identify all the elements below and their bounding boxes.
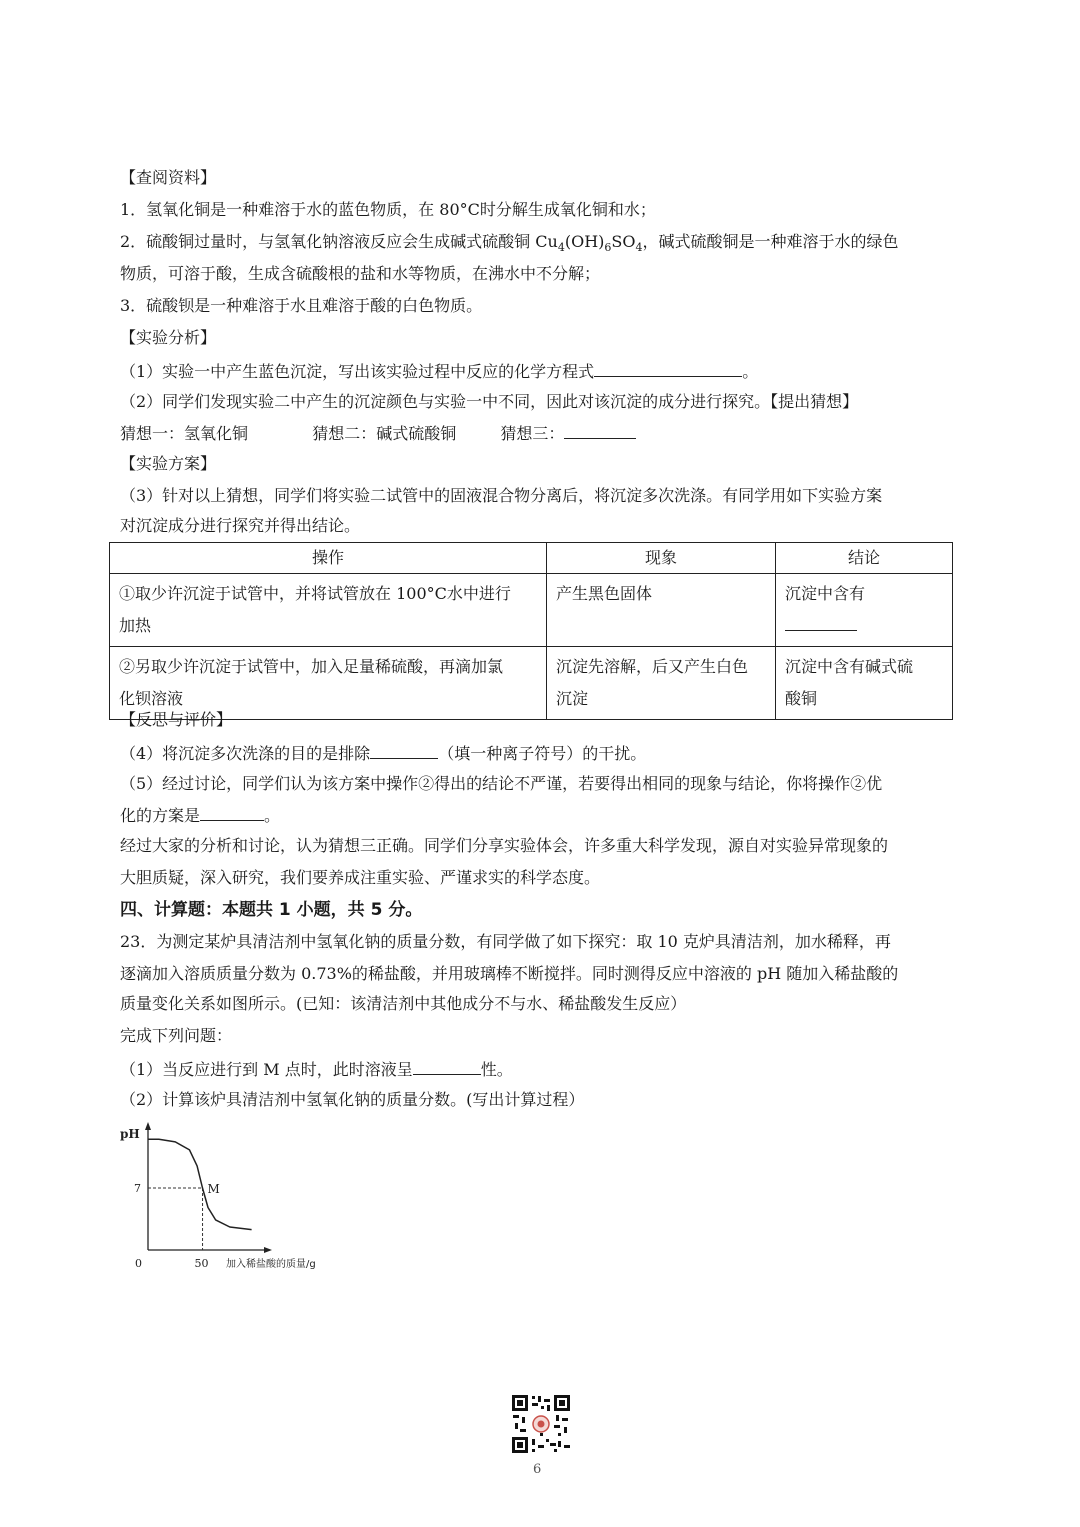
table-cell-operation (110, 574, 547, 647)
part-1-text-b: 性。 (480, 1060, 513, 1079)
section-reflection-title: 【反思与评价】 (120, 710, 233, 729)
y-tick-label: 7 (134, 1182, 141, 1195)
subscript: 4 (635, 241, 643, 255)
section-plan-title: 【实验方案】 (120, 454, 217, 473)
question-23-part2: （2）计算该炉具清洁剂中氢氧化钠的质量分数。(写出计算过程） (120, 1090, 585, 1109)
question-1-text: （1）实验一中产生蓝色沉淀，写出该实验过程中反应的化学方程式 (120, 362, 595, 381)
section-analysis-title: 【实验分析】 (120, 328, 217, 347)
ph-curve (148, 1139, 252, 1229)
cell-line: 沉淀中含有 (785, 584, 866, 603)
cell-line: 化钡溶液 (119, 689, 184, 708)
guess-1: 猜想一：氢氧化铜 (120, 424, 249, 443)
y-axis-arrow (145, 1122, 151, 1130)
table-header-operation: 操作 (110, 543, 547, 574)
reference-2-text-b: (OH) (564, 232, 605, 251)
point-label-m: M (207, 1182, 220, 1196)
reference-3: 3．硫酸钡是一种难溶于水且难溶于酸的白色物质。 (120, 296, 483, 315)
section-references-title: 【查阅资料】 (120, 168, 217, 187)
answer-blank-ion[interactable] (370, 740, 438, 759)
x-axis-arrow (264, 1247, 272, 1253)
answer-blank-plan[interactable] (200, 802, 264, 821)
ph-chart (118, 1118, 338, 1278)
table-cell-conclusion (776, 647, 953, 720)
reference-2-text-a: 2．硫酸铜过量时，与氢氧化钠溶液反应会生成碱式硫酸铜 Cu (120, 232, 558, 251)
cell-line: ①取少许沉淀于试管中，并将试管放在 100°C水中进行 (119, 584, 511, 603)
guesses-row (120, 420, 636, 446)
answer-blank-nature[interactable] (413, 1056, 481, 1075)
guess-3: 猜想三： (500, 424, 565, 443)
question-5-line2 (120, 802, 280, 828)
question-23-prompt: 完成下列问题： (120, 1026, 233, 1045)
cell-line: 沉淀中含有碱式硫 (785, 657, 914, 676)
answer-blank-precipitate[interactable] (785, 612, 857, 631)
table-header-phenomenon: 现象 (547, 543, 776, 574)
question-4-text-a: （4）将沉淀多次洗涤的目的是排除 (120, 744, 371, 763)
reference-2-text-c: SO (611, 232, 636, 251)
part-1-text-a: （1）当反应进行到 M 点时，此时溶液呈 (120, 1060, 413, 1079)
x-tick-label: 50 (194, 1257, 209, 1270)
question-1 (120, 358, 758, 384)
question-4 (120, 740, 646, 766)
answer-blank-guess3[interactable] (564, 420, 636, 439)
table-cell-conclusion (776, 574, 953, 647)
question-23-line2: 逐滴加入溶质质量分数为 0.73%的稀盐酸，并用玻璃棒不断搅拌。同时测得反应中溶液的 pH 随加入稀盐酸的 (120, 964, 899, 983)
cell-line: 沉淀先溶解，后又产生白色 (556, 657, 749, 676)
qr-code-icon (510, 1393, 572, 1455)
experiment-table (109, 542, 953, 720)
cell-line: 沉淀 (556, 689, 589, 708)
table-row (110, 647, 953, 720)
table-header-row (110, 543, 953, 574)
question-23-line3: 质量变化关系如图所示。(已知：该清洁剂中其他成分不与水、稀盐酸发生反应） (120, 994, 687, 1013)
question-5-line1: （5）经过讨论，同学们认为该方案中操作②得出的结论不严谨，若要得出相同的现象与结论，你将操作②优 (120, 774, 883, 793)
reference-2-line1 (120, 230, 898, 260)
table-row (110, 574, 953, 647)
cell-line: 产生黑色固体 (556, 584, 653, 603)
reference-2-text-d: ，碱式硫酸铜是一种难溶于水的绿色 (642, 232, 899, 251)
question-3-line1: （3）针对以上猜想，同学们将实验二试管中的固液混合物分离后，将沉淀多次洗涤。有同学用如下实验方案 (120, 486, 883, 505)
question-2: （2）同学们发现实验二中产生的沉淀颜色与实验一中不同，因此对该沉淀的成分进行探究。【提出猜想】 (120, 392, 859, 411)
cell-line: ②另取少许沉淀于试管中，加入足量稀硫酸，再滴加氯 (119, 657, 504, 676)
subscript: 4 (557, 241, 565, 255)
question-4-text-b: （填一种离子符号）的干扰。 (438, 744, 647, 763)
question-5-end: 。 (264, 806, 281, 825)
cell-line: 酸铜 (785, 689, 818, 708)
table-header-conclusion: 结论 (776, 543, 953, 574)
y-axis-label: pH (120, 1127, 140, 1141)
table-cell-phenomenon (547, 647, 776, 720)
x-tick-label: 0 (135, 1257, 142, 1270)
guess-2: 猜想二：碱式硫酸铜 (312, 424, 457, 443)
calc-section-title: 四、计算题：本题共 1 小题，共 5 分。 (120, 900, 423, 920)
question-23-line1: 23．为测定某炉具清洁剂中氢氧化钠的质量分数，有同学做了如下探究：取 10 克炉具清洁剂，加水稀释，再 (120, 932, 891, 951)
question-3-line2: 对沉淀成分进行探究并得出结论。 (120, 516, 361, 535)
cell-line: 加热 (119, 616, 152, 635)
reference-2-line2: 物质，可溶于酸，生成含硫酸根的盐和水等物质，在沸水中不分解； (120, 264, 601, 283)
answer-blank-equation[interactable] (594, 358, 742, 377)
question-1-end: 。 (742, 362, 759, 381)
question-5-text: 化的方案是 (120, 806, 201, 825)
question-23-part1 (120, 1056, 513, 1082)
subscript: 6 (604, 241, 612, 255)
reference-1: 1．氢氧化铜是一种难溶于水的蓝色物质，在 80°C时分解生成氧化铜和水； (120, 200, 656, 219)
x-axis-label: 加入稀盐酸的质量/g (226, 1259, 316, 1270)
summary-line1: 经过大家的分析和讨论，认为猜想三正确。同学们分享实验体会，许多重大科学发现，源自对实验异常现象的 (120, 836, 889, 855)
summary-line2: 大胆质疑，深入研究，我们要养成注重实验、严谨求实的科学态度。 (120, 868, 601, 887)
page-number: 6 (533, 1462, 542, 1477)
table-cell-phenomenon (547, 574, 776, 647)
